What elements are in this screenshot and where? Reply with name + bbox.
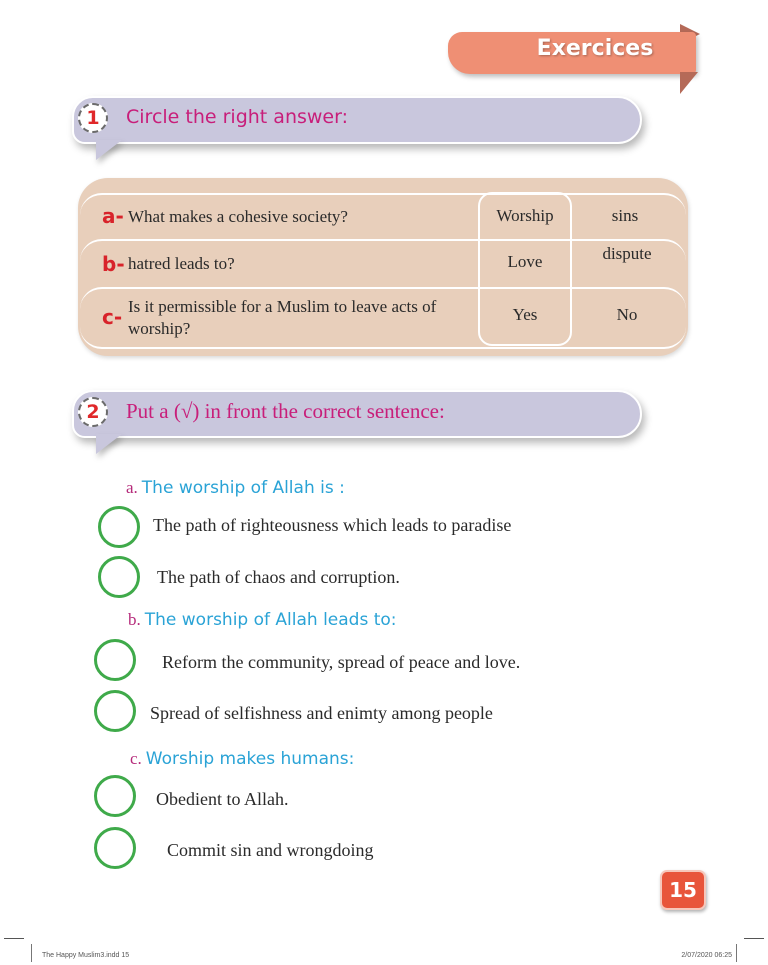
exercices-title: Exercices bbox=[536, 36, 654, 61]
exercise2-banner-tail bbox=[96, 434, 122, 454]
question-letter: c- bbox=[102, 305, 123, 329]
crop-mark bbox=[744, 938, 764, 939]
answer-checkbox[interactable] bbox=[98, 556, 140, 598]
group-letter: a. bbox=[126, 478, 138, 497]
question-text: What makes a cohesive society? bbox=[128, 207, 348, 226]
exercise2-title: Put a (√) in front the correct sentence: bbox=[126, 399, 445, 423]
answer-text: Obedient to Allah. bbox=[156, 789, 289, 809]
answer-checkbox[interactable] bbox=[98, 506, 140, 548]
ribbon-tail bbox=[680, 72, 698, 94]
exercise1-banner-tail bbox=[96, 140, 122, 160]
answer-checkbox[interactable] bbox=[94, 690, 136, 732]
question-letter: a- bbox=[102, 204, 124, 228]
page-number-badge: 15 bbox=[660, 870, 706, 910]
exercise1-title: Circle the right answer: bbox=[126, 106, 348, 128]
answer-checkbox[interactable] bbox=[94, 639, 136, 681]
exercise1-number-badge: 1 bbox=[78, 103, 108, 133]
group-letter: c. bbox=[130, 749, 142, 768]
crop-mark bbox=[31, 944, 32, 962]
option-2[interactable]: No bbox=[616, 305, 638, 324]
answer-text: Spread of selfishness and enimty among people bbox=[150, 703, 493, 723]
group-b-heading bbox=[128, 610, 397, 630]
group-letter: b. bbox=[128, 610, 141, 629]
option-2[interactable]: sins bbox=[611, 206, 639, 225]
crop-mark bbox=[736, 944, 737, 962]
question-letter: b- bbox=[102, 252, 125, 276]
exercise2-number-badge: 2 bbox=[78, 397, 108, 427]
crop-mark bbox=[4, 938, 24, 939]
group-title: The worship of Allah is : bbox=[141, 478, 345, 498]
answer-text: The path of chaos and corruption. bbox=[157, 567, 400, 587]
group-c-heading bbox=[130, 749, 354, 769]
answer-checkbox[interactable] bbox=[94, 775, 136, 817]
footer-timestamp: 2/07/2020 06:25 bbox=[681, 952, 732, 959]
footer-file-label: The Happy Muslim3.indd 15 bbox=[42, 952, 130, 959]
option-2[interactable]: dispute bbox=[602, 244, 652, 263]
group-title: The worship of Allah leads to: bbox=[144, 610, 397, 630]
question-text: Is it permissible for a Muslim to leave acts of worship? bbox=[128, 297, 437, 338]
option-1[interactable]: Yes bbox=[512, 305, 538, 324]
answer-text: The path of righteousness which leads to paradise bbox=[153, 515, 512, 535]
answer-text: Reform the community, spread of peace and love. bbox=[162, 652, 521, 672]
group-title: Worship makes humans: bbox=[145, 749, 355, 769]
answer-checkbox[interactable] bbox=[94, 827, 136, 869]
question-text: hatred leads to? bbox=[128, 254, 235, 273]
answer-text: Commit sin and wrongdoing bbox=[167, 840, 374, 860]
option-1[interactable]: Love bbox=[507, 252, 543, 271]
option-1[interactable]: Worship bbox=[496, 206, 554, 225]
group-a-heading bbox=[126, 478, 345, 498]
